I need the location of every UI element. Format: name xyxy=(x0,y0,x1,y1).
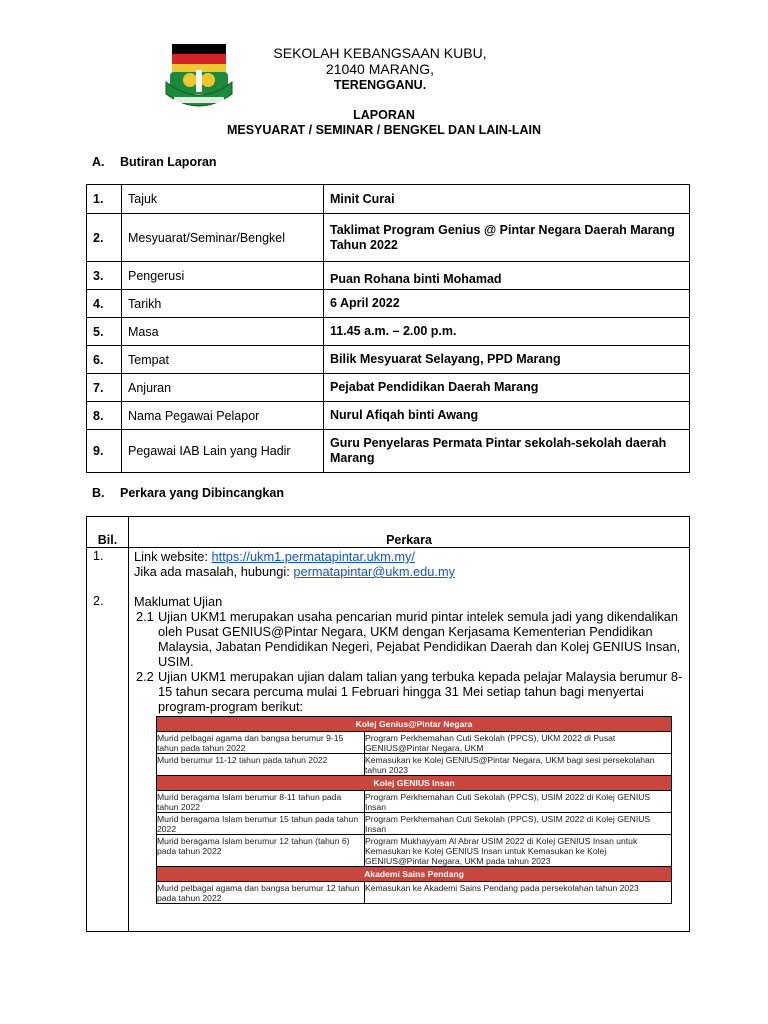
section-b-number: B. xyxy=(92,486,105,500)
row-number: 8. xyxy=(87,402,122,430)
sub-item-number: 2.1 xyxy=(136,609,154,624)
website-link[interactable]: https://ukm1.permatapintar.ukm.my/ xyxy=(211,549,415,564)
details-row xyxy=(87,290,690,318)
details-row xyxy=(87,374,690,402)
group-heading: Akademi Sains Pendang xyxy=(157,867,672,882)
section-a-number: A. xyxy=(92,155,105,169)
row-label: Pengerusi xyxy=(122,262,324,290)
col-perkara-header: Perkara xyxy=(129,517,690,548)
col-bil-header: Bil. xyxy=(87,517,129,548)
website-label: Link website: xyxy=(134,549,212,564)
sub-item-text: Ujian UKM1 merupakan usaha pencarian murid pintar intelek semula jadi yang dikendalikan oleh Pusat GENIUS@Pintar Negara, UKM dengan Kerjasama Kementerian Pendidikan Malaysia, Jabatan Pendidikan Negeri, Pejabat Pendidikan Daerah dan Kolej GENIUS Insan, USIM. xyxy=(158,609,681,669)
section-a-label: Butiran Laporan xyxy=(120,155,217,169)
row-value: 6 April 2022 xyxy=(324,290,690,318)
details-row xyxy=(87,318,690,346)
row-label: Anjuran xyxy=(122,374,324,402)
program-cell: Program Perkhemahan Cuti Sekolah (PPCS), UKM 2022 di Pusat GENIUS@Pintar Negara, UKM xyxy=(365,732,672,754)
section-a-heading xyxy=(92,155,217,169)
details-row xyxy=(87,430,690,473)
sub-item-2-1 xyxy=(134,609,689,669)
school-header xyxy=(230,45,530,93)
program-cell: Kemasukan ke Kolej GENIUS@Pintar Negara, UKM bagi sesi persekolahan tahun 2023 xyxy=(365,754,672,776)
row-number: 2. xyxy=(87,214,122,262)
row-value: Minit Curai xyxy=(324,185,690,214)
program-row xyxy=(157,732,672,754)
row-label: Nama Pegawai Pelapor xyxy=(122,402,324,430)
details-row xyxy=(87,262,690,290)
row-label: Masa xyxy=(122,318,324,346)
group-heading: Kolej GENIUS Insan xyxy=(157,776,672,791)
program-cell: Program Mukhayyam Al Abrar USIM 2022 di Kolej GENIUS Insan untuk Kemasukan ke Kolej GENIUS Insan untuk Kemasukan ke Kolej GENIUS@Pintar Negara, UKM pada tahun 2023 xyxy=(365,835,672,867)
item-1-number: 1. xyxy=(93,549,104,563)
school-state: TERENGGANU. xyxy=(333,78,427,92)
program-cell: Kemasukan ke Akademi Sains Pendang pada persekolahan tahun 2023 xyxy=(365,882,672,904)
row-number: 7. xyxy=(87,374,122,402)
school-crest-icon xyxy=(160,42,238,114)
program-row xyxy=(157,882,672,904)
details-row xyxy=(87,185,690,214)
eligibility-cell: Murid beragama Islam berumur 12 tahun (tahun 6) pada tahun 2022 xyxy=(157,835,365,867)
row-label: Mesyuarat/Seminar/Bengkel xyxy=(122,214,324,262)
item-2-heading: Maklumat Ujian xyxy=(134,594,223,609)
row-label: Tajuk xyxy=(122,185,324,214)
row-value: Puan Rohana binti Mohamad xyxy=(324,262,690,290)
eligibility-cell: Murid pelbagai agama dan bangsa berumur 9-15 tahun pada tahun 2022 xyxy=(157,732,365,754)
row-value: 11.45 a.m. – 2.00 p.m. xyxy=(324,318,690,346)
contact-label: Jika ada masalah, hubungi: xyxy=(134,564,294,579)
title-line-2: MESYUARAT / SEMINAR / BENGKEL DAN LAIN-LAIN xyxy=(226,123,542,137)
section-b-heading xyxy=(92,486,284,500)
row-value: Nurul Afiqah binti Awang xyxy=(324,402,690,430)
eligibility-cell: Murid berumur 11-12 tahun pada tahun 2022 xyxy=(157,754,365,776)
details-table xyxy=(86,184,690,473)
row-label: Tempat xyxy=(122,346,324,374)
group-heading: Kolej Genius@Pintar Negara xyxy=(157,717,672,732)
report-title xyxy=(110,108,658,138)
perkara-table xyxy=(86,516,690,932)
website-line xyxy=(134,549,689,564)
row-value: Taklimat Program Genius @ Pintar Negara Daerah Marang Tahun 2022 xyxy=(324,214,690,262)
program-row xyxy=(157,791,672,813)
row-label: Tarikh xyxy=(122,290,324,318)
row-number: 6. xyxy=(87,346,122,374)
school-name: SEKOLAH KEBANGSAAN KUBU, xyxy=(273,45,487,61)
row-value: Pejabat Pendidikan Daerah Marang xyxy=(324,374,690,402)
details-row xyxy=(87,402,690,430)
row-number: 3. xyxy=(87,262,122,290)
item-2-number: 2. xyxy=(93,594,104,608)
row-number: 4. xyxy=(87,290,122,318)
bil-column xyxy=(87,548,129,932)
row-value: Bilik Mesyuarat Selayang, PPD Marang xyxy=(324,346,690,374)
program-cell: Program Perkhemahan Cuti Sekolah (PPCS), USIM 2022 di Kolej GENIUS Insan xyxy=(365,813,672,835)
details-row xyxy=(87,214,690,262)
contact-email-link[interactable]: permatapintar@ukm.edu.my xyxy=(293,564,456,579)
sub-item-text: Ujian UKM1 merupakan ujian dalam talian yang terbuka kepada pelajar Malaysia berumur 8-15 tahun secara percuma mulai 1 Februari hingga 31 Mei setiap tahun bagi menyertai program-program berikut: xyxy=(158,669,683,714)
program-table xyxy=(156,716,672,904)
details-row xyxy=(87,346,690,374)
sub-item-2-2 xyxy=(134,669,689,714)
program-row xyxy=(157,754,672,776)
sub-item-number: 2.2 xyxy=(136,669,154,684)
perkara-content xyxy=(129,548,690,932)
program-cell: Program Perkhemahan Cuti Sekolah (PPCS), USIM 2022 di Kolej GENIUS Insan xyxy=(365,791,672,813)
school-postcode: 21040 MARANG, xyxy=(325,61,435,77)
row-value: Guru Penyelaras Permata Pintar sekolah-sekolah daerah Marang xyxy=(324,430,690,473)
eligibility-cell: Murid pelbagai agama dan bangsa berumur 12 tahun pada tahun 2022 xyxy=(157,882,365,904)
row-number: 5. xyxy=(87,318,122,346)
program-row xyxy=(157,835,672,867)
eligibility-cell: Murid beragama Islam berumur 8-11 tahun pada tahun 2022 xyxy=(157,791,365,813)
eligibility-cell: Murid beragama Islam berumur 15 tahun pada tahun 2022 xyxy=(157,813,365,835)
section-b-label: Perkara yang Dibincangkan xyxy=(120,486,284,500)
row-number: 1. xyxy=(87,185,122,214)
contact-line xyxy=(134,564,689,579)
row-number: 9. xyxy=(87,430,122,473)
row-label: Pegawai IAB Lain yang Hadir xyxy=(122,430,324,473)
program-row xyxy=(157,813,672,835)
title-line-1: LAPORAN xyxy=(353,108,415,122)
